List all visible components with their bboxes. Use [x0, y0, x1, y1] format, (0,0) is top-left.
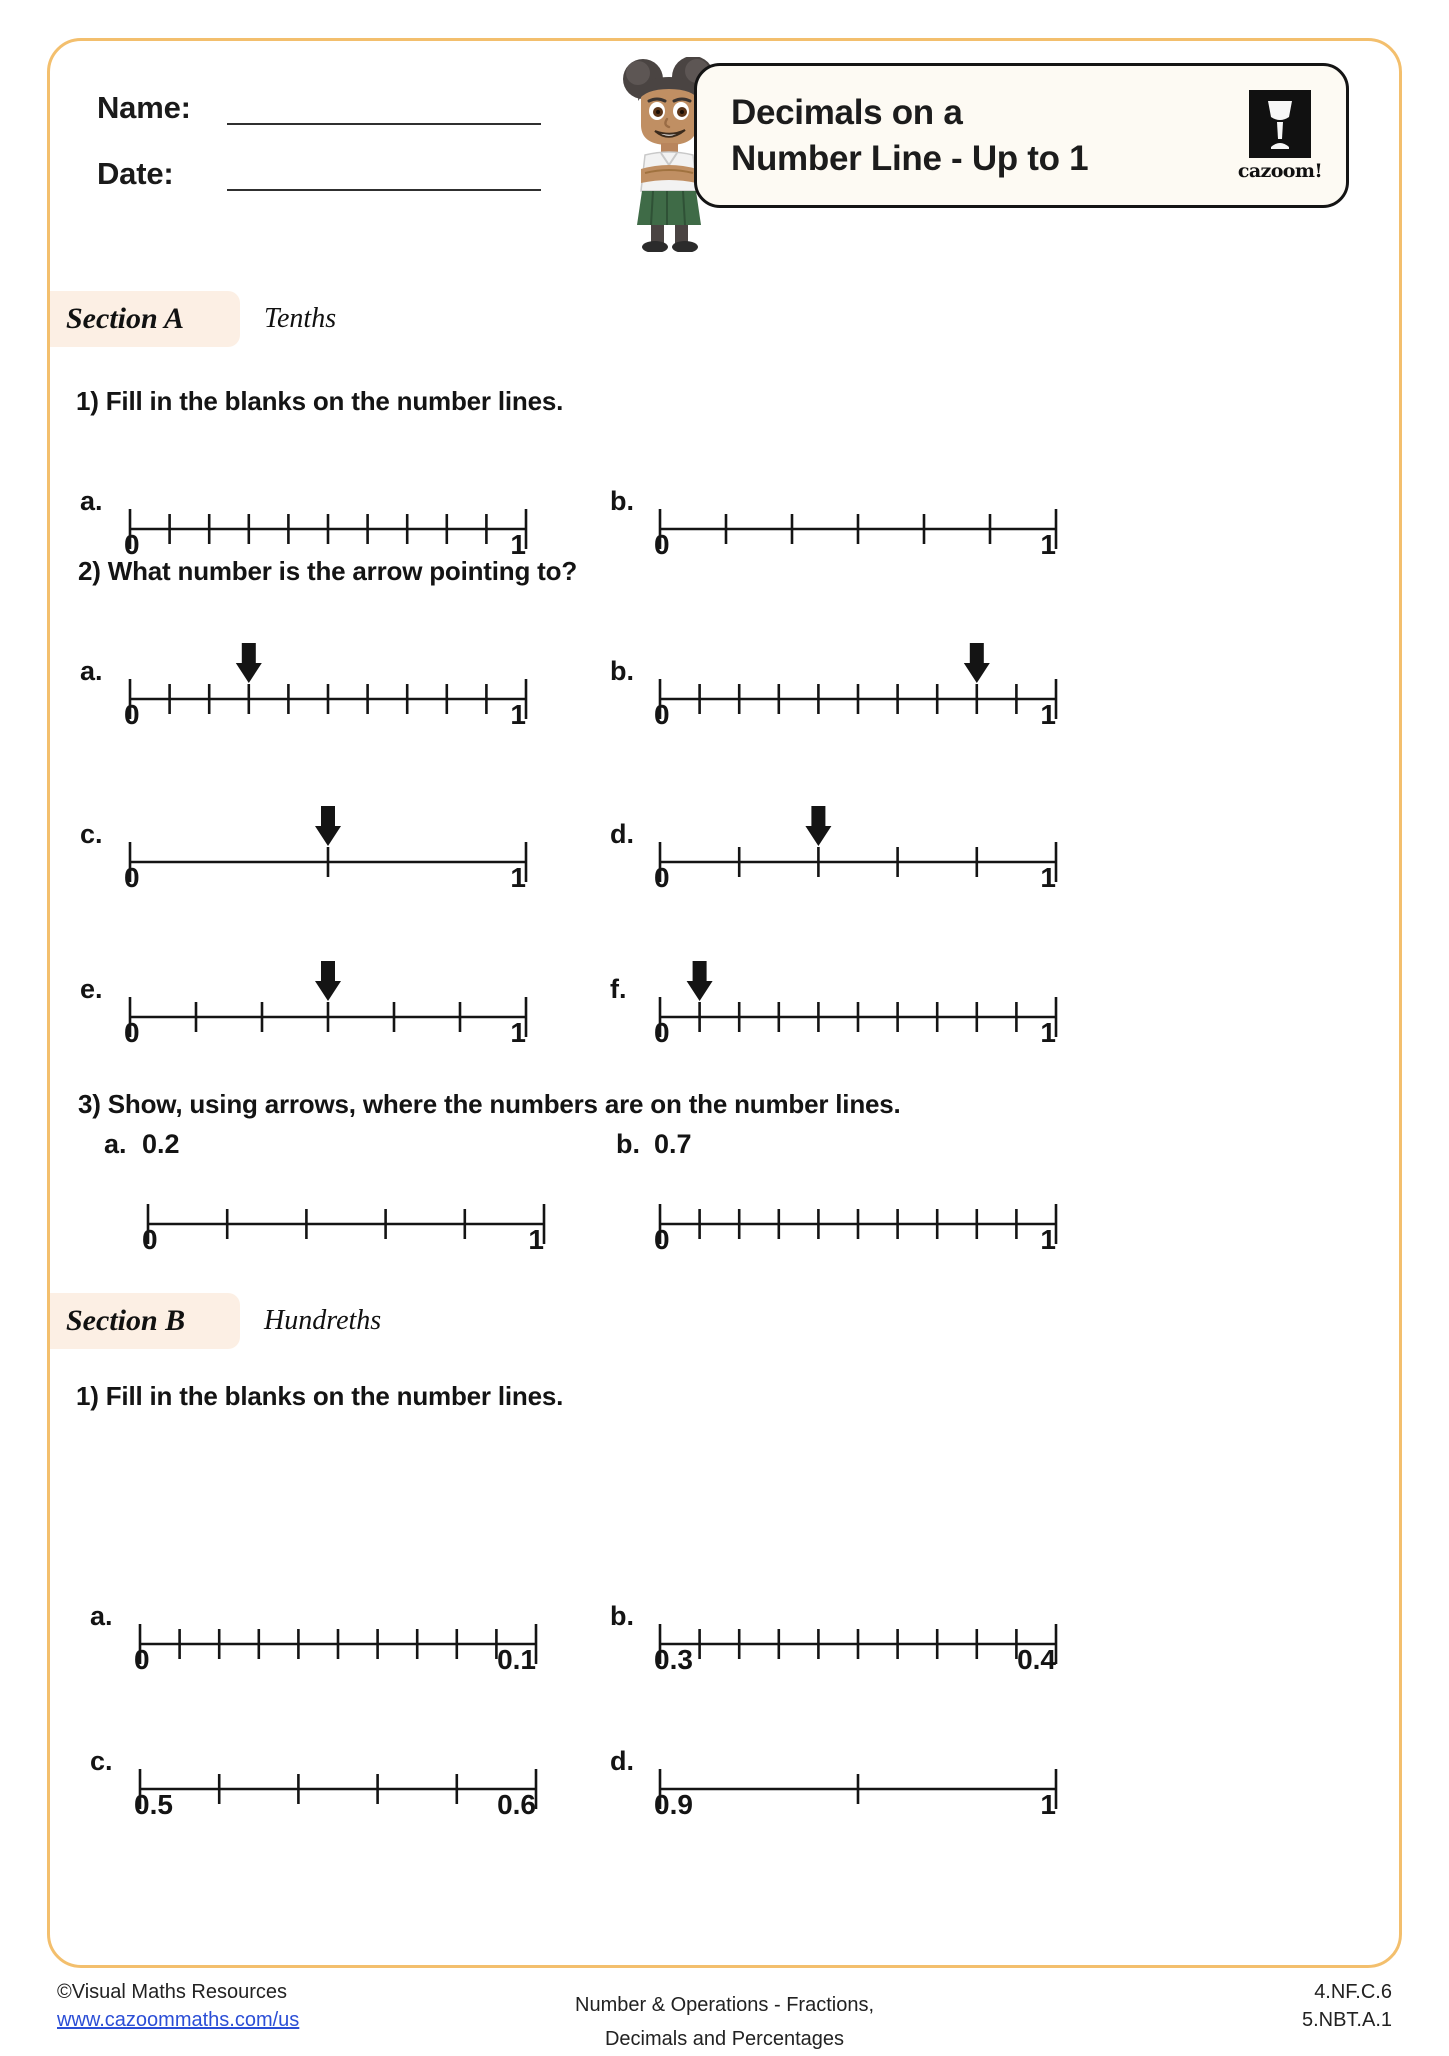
numberline-end-label: 1 [1040, 1789, 1056, 1820]
numberline-axis [138, 1566, 538, 1676]
section-b-pill [50, 1293, 240, 1349]
footer-topic-line-2: Decimals and Percentages [604, 2028, 844, 2050]
numberline-start-label: 0 [654, 862, 670, 893]
numberline-item-letter: b. [616, 1129, 640, 1159]
numberline-axis [146, 1146, 546, 1256]
numberline-item-letter: d. [610, 819, 634, 849]
cazoom-goblet-icon [1249, 90, 1311, 158]
page-title [731, 90, 1226, 182]
section-banner-b [50, 1293, 381, 1349]
numberline-b1-b [610, 1556, 1080, 1676]
numberline-a2-c [80, 774, 550, 894]
question-a2-text: What number is the arrow pointing to? [107, 556, 577, 586]
title-line-2: Number Line - Up to 1 [731, 138, 1089, 178]
numberline-item-letter: b. [610, 1601, 634, 1631]
title-line-1: Decimals on a [731, 92, 963, 132]
question-a3-number: 3) [78, 1089, 101, 1119]
numberline-end-label: 1 [510, 1017, 526, 1048]
numberline-target-value: 0.2 [142, 1129, 180, 1159]
footer-standard-2: 5.NBT.A.1 [1301, 2009, 1392, 2031]
numberline-axis [128, 939, 528, 1049]
numberline-end-label: 1 [1040, 862, 1056, 893]
numberline-axis [658, 1566, 1058, 1676]
worksheet-page [47, 38, 1402, 1968]
date-label: Date: [97, 156, 174, 191]
numberline-item-letter: b. [610, 656, 634, 686]
numberline-a2-e [80, 929, 550, 1049]
section-a-subtitle: Tenths [264, 303, 337, 334]
goblet-shape [1260, 97, 1300, 151]
footer-website-link[interactable]: www.cazoommaths.com/us [57, 2009, 300, 2031]
numberline-item-letter: f. [610, 974, 627, 1004]
numberline-item-letter: e. [80, 974, 103, 1004]
date-row [97, 145, 597, 191]
numberline-item-letter: a. [80, 486, 103, 516]
cazoom-logo [1232, 90, 1328, 182]
numberline-end-label: 0.6 [497, 1789, 536, 1820]
name-input-rule[interactable] [227, 93, 541, 125]
numberline-end-label: 0.4 [1017, 1644, 1056, 1675]
section-b-subtitle: Hundreths [264, 1305, 382, 1336]
numberline-item-letter: a. [104, 1129, 127, 1159]
numberline-start-label: 0 [134, 1644, 150, 1675]
numberline-end-label: 0.1 [497, 1644, 536, 1675]
numberline-end-label: 1 [528, 1224, 544, 1255]
numberline-axis [658, 1711, 1058, 1821]
numberline-target-value: 0.7 [654, 1129, 692, 1159]
numberline-a1-b [610, 441, 1080, 561]
footer-topic [47, 1988, 1402, 2056]
numberline-b1-d [610, 1701, 1080, 1821]
numberline-a3-b [610, 1129, 1080, 1256]
date-input-rule[interactable] [227, 159, 541, 191]
footer-copyright: ©Visual Maths Resources [57, 1981, 288, 2003]
numberline-axis [658, 784, 1058, 894]
footer-standards [1302, 1978, 1392, 2034]
numberline-start-label: 0.5 [134, 1789, 173, 1820]
section-a-pill [50, 291, 240, 347]
numberline-end-label: 1 [1040, 1017, 1056, 1048]
footer-standard-1: 4.NF.C.6 [1314, 1981, 1392, 2003]
numberline-end-label: 1 [510, 699, 526, 730]
question-a3-prompt [78, 1089, 901, 1120]
question-b1-number: 1) [76, 1381, 99, 1411]
numberline-end-label: 1 [1040, 699, 1056, 730]
numberline-axis [128, 784, 528, 894]
numberline-a2-b [610, 611, 1080, 731]
numberline-start-label: 0.3 [654, 1644, 693, 1675]
down-arrow-icon [315, 806, 341, 846]
numberline-start-label: 0 [124, 1017, 140, 1048]
worksheet-footer [47, 1978, 1402, 2048]
numberline-b1-c [90, 1701, 560, 1821]
down-arrow-icon [964, 643, 990, 683]
worksheet-header [50, 41, 1405, 251]
numberline-start-label: 0 [124, 699, 140, 730]
question-a1-number: 1) [76, 386, 99, 416]
footer-topic-line-1: Number & Operations - Fractions, [575, 1994, 874, 2016]
numberline-start-label: 0 [654, 1224, 670, 1255]
question-a1-prompt [76, 386, 563, 417]
numberline-item-letter: d. [610, 1746, 634, 1776]
numberline-axis [128, 621, 528, 731]
name-label: Name: [97, 90, 191, 125]
numberline-axis [138, 1711, 538, 1821]
cazoom-wordmark: cazoom! [1237, 159, 1323, 182]
numberline-axis [658, 621, 1058, 731]
numberline-end-label: 1 [510, 529, 526, 560]
down-arrow-icon [236, 643, 262, 683]
down-arrow-icon [687, 961, 713, 1001]
numberline-end-label: 1 [1040, 529, 1056, 560]
section-a-label: Section A [66, 302, 185, 335]
question-a2-number: 2) [78, 556, 101, 586]
numberline-axis [658, 1146, 1058, 1256]
numberline-end-label: 1 [510, 862, 526, 893]
section-banner-a [50, 291, 336, 347]
numberline-item-letter: a. [90, 1601, 113, 1631]
numberline-item-letter: c. [80, 819, 103, 849]
numberline-a2-d [610, 774, 1080, 894]
student-info-block [97, 79, 597, 211]
numberline-item-letter: a. [80, 656, 103, 686]
numberline-a2-f [610, 929, 1080, 1049]
numberline-start-label: 0 [124, 862, 140, 893]
numberline-axis [658, 451, 1058, 561]
numberline-a1-a [80, 441, 550, 561]
question-a3-text: Show, using arrows, where the numbers are on the number lines. [107, 1089, 901, 1119]
down-arrow-icon [805, 806, 831, 846]
numberline-start-label: 0 [654, 699, 670, 730]
numberline-start-label: 0.9 [654, 1789, 693, 1820]
numberline-start-label: 0 [654, 1017, 670, 1048]
question-a1-text: Fill in the blanks on the number lines. [105, 386, 564, 416]
worksheet-title-box [694, 63, 1349, 208]
numberline-end-label: 1 [1040, 1224, 1056, 1255]
numberline-start-label: 0 [654, 529, 670, 560]
numberline-start-label: 0 [142, 1224, 158, 1255]
down-arrow-icon [315, 961, 341, 1001]
numberline-item-letter: b. [610, 486, 634, 516]
numberline-item-letter: c. [90, 1746, 113, 1776]
question-a2-prompt [78, 556, 577, 587]
numberline-start-label: 0 [124, 529, 140, 560]
numberline-a2-a [80, 611, 550, 731]
numberline-b1-a [90, 1556, 560, 1676]
name-row [97, 79, 597, 125]
numberline-a3-a [98, 1129, 568, 1256]
numberline-axis [658, 939, 1058, 1049]
numberline-axis [128, 451, 528, 561]
section-b-label: Section B [66, 1304, 186, 1337]
question-b1-prompt [76, 1381, 563, 1412]
question-b1-text: Fill in the blanks on the number lines. [105, 1381, 564, 1411]
